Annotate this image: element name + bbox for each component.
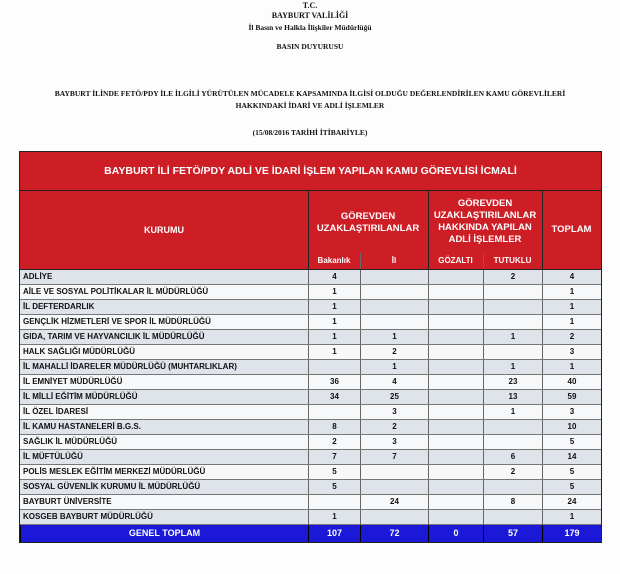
row-ministry: 8 [308, 420, 360, 434]
row-ministry [308, 360, 360, 374]
row-ministry: 1 [308, 285, 360, 299]
table-title: BAYBURT İLİ FETÖ/PDY ADLİ VE İDARİ İŞLEM YAPILAN KAMU GÖREVLİSİ İCMALİ [20, 152, 601, 191]
row-institution: İL EMNİYET MÜDÜRLÜĞÜ [23, 377, 123, 386]
total-province: 72 [360, 525, 428, 542]
header-governorship: BAYBURT VALİLİĞİ [271, 11, 349, 20]
row-arrested: 1 [483, 360, 542, 374]
row-institution: İL MİLLİ EĞİTİM MÜDÜRLÜĞÜ [23, 392, 138, 401]
row-total: 1 [542, 300, 601, 314]
row-ministry: 5 [308, 480, 360, 494]
row-province [360, 315, 428, 329]
row-province: 2 [360, 420, 428, 434]
row-detention [428, 450, 483, 464]
row-arrested [483, 315, 542, 329]
row-institution: HALK SAĞLIĞI MÜDÜRLÜĞÜ [23, 347, 135, 356]
row-ministry: 34 [308, 390, 360, 404]
row-institution: İL MÜFTÜLÜĞÜ [23, 452, 83, 461]
row-total: 14 [542, 450, 601, 464]
col-suspended: GÖREVDEN UZAKLAŞTIRILANLAR [316, 211, 420, 234]
row-province: 25 [360, 390, 428, 404]
row-institution: İL MAHALLİ İDARELER MÜDÜRLÜĞÜ (MUHTARLIKLAR) [23, 362, 237, 371]
row-detention [428, 480, 483, 494]
row-arrested: 1 [483, 330, 542, 344]
total-ministry: 107 [308, 525, 360, 542]
row-ministry: 36 [308, 375, 360, 389]
row-total: 1 [542, 285, 601, 299]
row-province: 1 [360, 360, 428, 374]
table-row [20, 480, 601, 495]
row-institution: ADLİYE [23, 272, 53, 281]
table-row [20, 495, 601, 510]
table-row [20, 510, 601, 525]
header-press-office: İl Basın ve Halkla İlişkiler Müdürlüğü [248, 23, 372, 32]
row-detention [428, 330, 483, 344]
row-detention [428, 405, 483, 419]
row-detention [428, 315, 483, 329]
date-line: (15/08/2016 TARİHİ İTİBARİYLE) [252, 128, 368, 137]
row-institution: İL ÖZEL İDARESİ [23, 407, 89, 416]
row-institution: İL DEFTERDARLIK [23, 302, 95, 311]
table-row [20, 330, 601, 345]
row-detention [428, 360, 483, 374]
row-total: 5 [542, 435, 601, 449]
row-total: 59 [542, 390, 601, 404]
table-row [20, 300, 601, 315]
row-province [360, 285, 428, 299]
row-arrested [483, 285, 542, 299]
row-arrested [483, 300, 542, 314]
row-total: 10 [542, 420, 601, 434]
row-detention [428, 270, 483, 284]
table-row [20, 390, 601, 405]
subject-line-2: HAKKINDAKİ İDARİ VE ADLİ İŞLEMLER [235, 101, 385, 110]
row-arrested [483, 480, 542, 494]
summary-table [19, 151, 602, 543]
table-header [20, 191, 601, 270]
row-total: 1 [542, 360, 601, 374]
row-institution: GENÇLİK HİZMETLERİ VE SPOR İL MÜDÜRLÜĞÜ [23, 317, 211, 326]
row-institution: POLİS MESLEK EĞİTİM MERKEZİ MÜDÜRLÜĞÜ [23, 467, 206, 476]
col-institution: KURUMU [144, 225, 184, 235]
row-province: 2 [360, 345, 428, 359]
row-ministry: 1 [308, 510, 360, 524]
total-sum: 179 [542, 525, 601, 542]
row-province: 4 [360, 375, 428, 389]
table-body [20, 270, 601, 525]
total-arrested: 57 [483, 525, 542, 542]
sub-detention: GÖZALTI [438, 256, 473, 265]
row-total: 1 [542, 315, 601, 329]
table-row [20, 270, 601, 285]
row-detention [428, 390, 483, 404]
row-arrested [483, 435, 542, 449]
row-arrested [483, 510, 542, 524]
row-detention [428, 375, 483, 389]
row-ministry: 1 [308, 315, 360, 329]
header-press-release: BASIN DUYURUSU [276, 42, 344, 51]
row-total: 3 [542, 405, 601, 419]
total-detention: 0 [428, 525, 483, 542]
row-institution: BAYBURT ÜNİVERSİTE [23, 497, 112, 506]
row-detention [428, 300, 483, 314]
row-detention [428, 345, 483, 359]
row-total: 3 [542, 345, 601, 359]
table-row [20, 285, 601, 300]
row-province: 3 [360, 405, 428, 419]
row-total: 24 [542, 495, 601, 509]
table-row [20, 345, 601, 360]
row-total: 1 [542, 510, 601, 524]
row-arrested [483, 420, 542, 434]
table-row [20, 420, 601, 435]
table-row [20, 315, 601, 330]
row-total: 5 [542, 465, 601, 479]
row-ministry: 1 [308, 300, 360, 314]
row-ministry: 7 [308, 450, 360, 464]
header-tc: T.C. [302, 1, 318, 10]
row-province: 1 [360, 330, 428, 344]
row-province: 7 [360, 450, 428, 464]
total-label: GENEL TOPLAM [20, 525, 308, 542]
row-ministry: 2 [308, 435, 360, 449]
col-legal: GÖREVDEN UZAKLAŞTIRILANLAR HAKKINDA YAPILAN ADLİ İŞLEMLER [433, 198, 537, 245]
row-ministry [308, 495, 360, 509]
table-row [20, 405, 601, 420]
sub-province: İl [391, 256, 397, 265]
row-arrested [483, 345, 542, 359]
row-arrested: 8 [483, 495, 542, 509]
row-institution: SAĞLIK İL MÜDÜRLÜĞÜ [23, 437, 118, 446]
sub-ministry: Bakanlık [317, 256, 351, 265]
row-province: 24 [360, 495, 428, 509]
row-total: 5 [542, 480, 601, 494]
row-arrested: 13 [483, 390, 542, 404]
row-total: 2 [542, 330, 601, 344]
row-arrested: 6 [483, 450, 542, 464]
table-row [20, 435, 601, 450]
row-institution: İL KAMU HASTANELERİ B.G.S. [23, 422, 141, 431]
row-arrested: 23 [483, 375, 542, 389]
table-row [20, 465, 601, 480]
subject-line-1: BAYBURT İLİNDE FETÖ/PDY İLE İLGİLİ YÜRÜTÜLEN MÜCADELE KAPSAMINDA İLGİSİ OLDUĞU DEĞERLENDİRİLEN KAMU GÖREVLİLERİ [54, 89, 566, 98]
row-ministry: 4 [308, 270, 360, 284]
row-institution: SOSYAL GÜVENLİK KURUMU İL MÜDÜRLÜĞÜ [23, 482, 201, 491]
table-row [20, 360, 601, 375]
row-detention [428, 420, 483, 434]
row-total: 40 [542, 375, 601, 389]
row-arrested: 1 [483, 405, 542, 419]
total-row [20, 525, 601, 542]
row-province: 3 [360, 435, 428, 449]
row-ministry: 1 [308, 330, 360, 344]
row-detention [428, 510, 483, 524]
row-total: 4 [542, 270, 601, 284]
sub-arrested: TUTUKLU [493, 256, 532, 265]
row-detention [428, 495, 483, 509]
row-institution: AİLE VE SOSYAL POLİTİKALAR İL MÜDÜRLÜĞÜ [23, 287, 209, 296]
col-total: TOPLAM [551, 224, 592, 235]
row-institution: KOSGEB BAYBURT MÜDÜRLÜĞÜ [23, 512, 153, 521]
row-detention [428, 465, 483, 479]
row-ministry [308, 405, 360, 419]
row-ministry: 5 [308, 465, 360, 479]
row-detention [428, 285, 483, 299]
row-ministry: 1 [308, 345, 360, 359]
row-detention [428, 435, 483, 449]
row-province [360, 300, 428, 314]
row-institution: GIDA, TARIM VE HAYVANCILIK İL MÜDÜRLÜĞÜ [23, 332, 205, 341]
row-province [360, 510, 428, 524]
row-province [360, 270, 428, 284]
table-row [20, 450, 601, 465]
row-province [360, 480, 428, 494]
row-arrested: 2 [483, 270, 542, 284]
table-row [20, 375, 601, 390]
row-province [360, 465, 428, 479]
row-arrested: 2 [483, 465, 542, 479]
